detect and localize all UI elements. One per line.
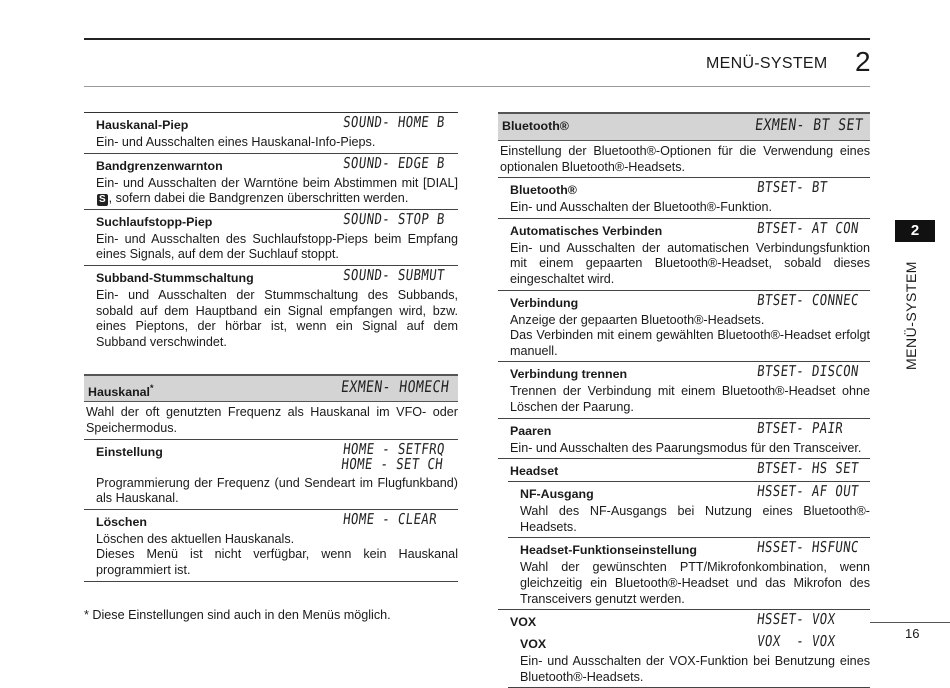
entry-description: Trennen der Verbindung mit einem Bluetooth®-Headset ohne Löschen der Paarung. xyxy=(510,384,870,414)
lcd-readout: BTSET- DISCON xyxy=(756,362,860,381)
header-underline xyxy=(84,86,870,87)
section-intro: Einstellung der Bluetooth®-Optionen für die Verwendung eines optionalen Bluetooth®-Headsets. xyxy=(500,144,870,174)
lcd-readout: BTSET- PAIR xyxy=(756,418,845,437)
menu-entry-paaren xyxy=(498,418,870,459)
entry-name: NF-Ausgang xyxy=(520,487,594,502)
lcd-readout: SOUND- EDGE B xyxy=(342,153,446,172)
lcd-readout: SOUND- SUBMUT xyxy=(342,265,446,284)
entry-name: Paaren xyxy=(510,423,552,438)
entry-name: VOX xyxy=(510,615,537,630)
lcd-readout: BTSET- HS SET xyxy=(756,459,860,478)
chapter-number: 2 xyxy=(855,46,871,77)
entry-description: Ein- und Ausschalten des Suchlaufstopp-Pieps beim Empfang eines Signals, auf dem der Suchlauf stoppt. xyxy=(96,231,458,262)
page-title: MENÜ-SYSTEM xyxy=(706,55,828,72)
entry-name: Löschen xyxy=(96,514,147,529)
lcd-readout: BTSET- BT xyxy=(756,178,829,197)
entry-name: Bandgrenzenwarnton xyxy=(96,158,223,173)
chapter-tab: 2 xyxy=(895,220,935,242)
entry-description: Ein- und Ausschalten eines Hauskanal-Info-Pieps. xyxy=(96,135,376,149)
section-header-bluetooth xyxy=(498,112,870,141)
entry-name: Automatisches Verbinden xyxy=(510,223,663,238)
entry-description: Anzeige der gepaarten Bluetooth®-Headsets. Das Verbinden mit einem gewählten Bluetooth®-Headset erfolgt manuell. xyxy=(510,312,870,358)
menu-entry-bandgrenzenwarnton xyxy=(84,153,458,209)
dial-s-key-icon: S xyxy=(99,194,106,206)
left-column xyxy=(84,112,458,582)
entry-description: Wahl des NF-Ausgangs bei Nutzung eines Bluetooth®-Headsets. xyxy=(520,504,870,534)
lcd-readout: HSSET- HSFUNC xyxy=(756,538,860,557)
entry-description: Ein- und Ausschalten der Bluetooth®-Funktion. xyxy=(510,200,773,215)
menu-entry-einstellung xyxy=(84,439,458,509)
entry-name: Verbindung trennen xyxy=(510,367,628,382)
lcd-readout: EXMEN- BT SET xyxy=(754,115,865,134)
section-name: Bluetooth® xyxy=(502,119,569,133)
lcd-readout: SOUND- STOP B xyxy=(342,209,446,228)
entry-name: Suchlaufstopp-Piep xyxy=(96,214,213,229)
page-number-rule xyxy=(870,622,950,623)
chapter-side-label: MENÜ-SYSTEM xyxy=(903,261,919,370)
lcd-readout: HSSET- AF OUT xyxy=(756,482,860,501)
entry-name: Headset xyxy=(510,464,559,479)
lcd-readout: BTSET- CONNEC xyxy=(756,290,860,309)
lcd-readout: BTSET- AT CON xyxy=(756,218,860,237)
entry-name: Headset-Funktionseinstellung xyxy=(520,543,697,558)
section-header-hauskanal xyxy=(84,374,458,402)
menu-entry-headset xyxy=(498,458,870,481)
menu-entry-bluetooth xyxy=(498,177,870,218)
section-intro: Wahl der oft genutzten Frequenz als Hauskanal im VFO- oder Speichermodus. xyxy=(86,405,458,435)
entry-description: Ein- und Ausschalten der VOX-Funktion bei Benutzung eines Bluetooth®-Headsets. xyxy=(520,654,870,684)
menu-entry-loeschen xyxy=(84,509,458,582)
lcd-readout: HSSET- VOX xyxy=(756,610,837,629)
entry-name: Bluetooth® xyxy=(510,183,577,198)
entry-name: VOX xyxy=(520,637,547,652)
entry-description: Ein- und Ausschalten der Warntöne beim Abstimmen mit [DIAL]S , sofern dabei die Bandgrenzen überschritten werden. xyxy=(96,175,458,206)
entry-description: Programmierung der Frequenz (und Sendeart im Flugfunkband) als Hauskanal. xyxy=(96,475,458,506)
lcd-readout: HOME - SETFRQ HOME - SET CH xyxy=(340,439,446,473)
right-column xyxy=(498,112,870,688)
entry-name: Hauskanal-Piep xyxy=(96,118,189,132)
menu-entry-vox xyxy=(498,609,870,632)
entry-description: Ein- und Ausschalten des Paarungsmodus für den Transceiver. xyxy=(510,440,862,455)
entry-name: Subband-Stummschaltung xyxy=(96,270,254,285)
entry-description: Wahl der gewünschten PTT/Mikrofonkombination, wenn gleichzeitig ein Bluetooth®-Headset und das Mikrofon des Transceivers genutzt werden. xyxy=(520,560,870,606)
menu-entry-verbindung xyxy=(498,290,870,362)
entry-description: Ein- und Ausschalten der automatischen Verbindungsfunktion mit einem gepaarten Bluetooth®-Headset, sobald dieses eingeschaltet wird. xyxy=(510,240,870,286)
entry-name: Einstellung xyxy=(96,444,163,459)
entry-description: Ein- und Ausschalten der Stummschaltung des Subbands, sobald auf dem Hauptband ein Signal empfangen wird, bzw. eines Pieptons, der hörbar ist, wenn ein Signal auf dem Subband verschwindet. xyxy=(96,287,458,349)
lcd-readout: VOX - VOX xyxy=(756,632,837,651)
lcd-readout: EXMEN- HOMECH xyxy=(340,377,451,397)
page-number: 16 xyxy=(905,626,920,641)
menu-entry-nf-ausgang xyxy=(508,481,870,537)
header-rule xyxy=(84,38,870,40)
menu-entry-verbindung-trennen xyxy=(498,361,870,417)
menu-entry-headset-funktionseinstellung xyxy=(508,537,870,609)
menu-entry-hauskanal-piep xyxy=(84,112,458,153)
lcd-readout: SOUND- HOME B xyxy=(342,113,446,131)
section-name: Hauskanal* xyxy=(88,383,154,400)
entry-name: Verbindung xyxy=(510,295,579,310)
menu-entry-suchlaufstopp-piep xyxy=(84,209,458,265)
menu-entry-subband-stummschaltung xyxy=(84,265,458,352)
lcd-readout: HOME - CLEAR xyxy=(342,509,439,528)
footnote: * Diese Einstellungen sind auch in den Menüs möglich. xyxy=(84,608,391,622)
entry-description: Löschen des aktuellen Hauskanals. Dieses Menü ist nicht verfügbar, wenn kein Hauskanal programmiert ist. xyxy=(96,531,458,577)
menu-entry-automatisches-verbinden xyxy=(498,218,870,290)
